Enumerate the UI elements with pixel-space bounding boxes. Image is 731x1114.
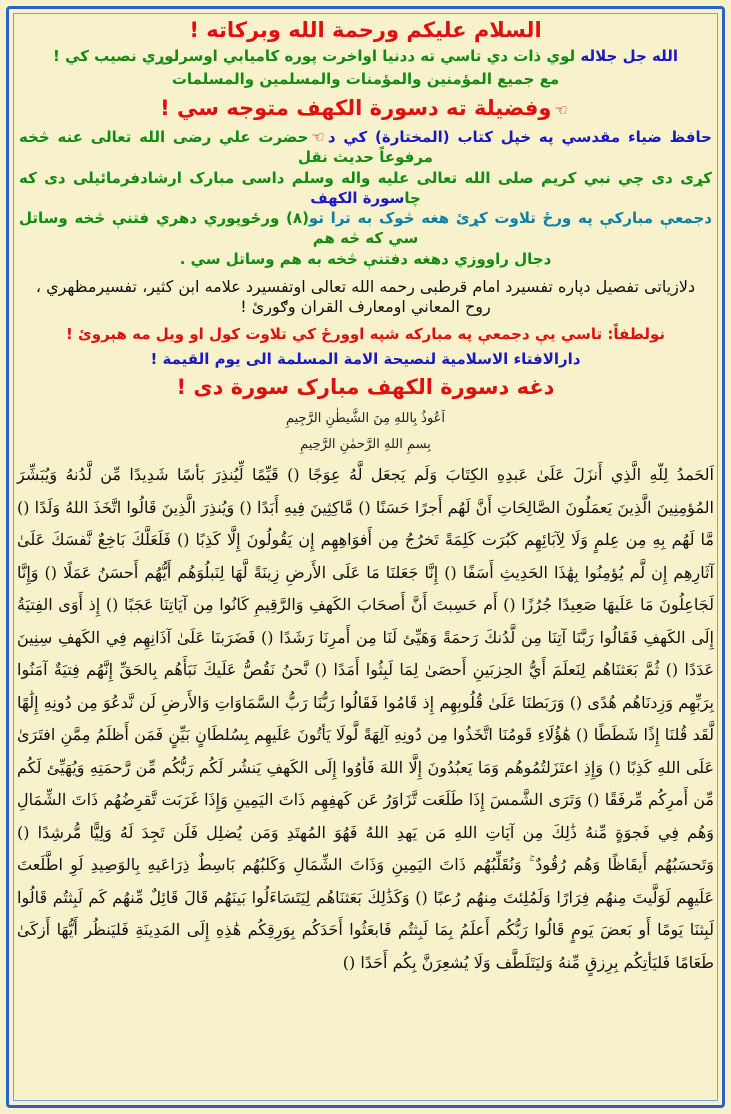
blessing-text: لوي ذات دي تاسي ته ددنیا اواخرت پوره کامیابي اوسرلوړي نصیب کي ! — [53, 47, 576, 66]
dua-line: مع جمیع المؤمنین والمؤمنات والمسلمین والمسلمات — [171, 70, 560, 88]
verse: نَّحنُ نَقُصُّ عَلَيكَ نَبَأَهُم بِالحَقِّ إِنَّهُم فِتيَةٌ آمَنُوا بِرَبِّهِم وَزِدنَاهُم هُدًى () — [17, 660, 715, 712]
inner-border — [13, 13, 718, 1101]
pointing-hand-icon: ☜ — [554, 100, 568, 119]
references-line-1: دلازیاتی تفصیل دپاره تفسیرد امام قرطبی رحمه الله تعالی اوتفسیرد علامه ابن کثیر، تفسیرمظهري ، — [35, 276, 696, 296]
verse: هَٰؤُلَاءِ قَومُنَا اتَّخَذُوا مِن دُونِهِ آلِهَةً لَّولَا يَأتُونَ عَلَيهِم بِسُلطَانٍ بَيِّنٍ فَمَن أَظلَمُ مِمَّنِ افتَرَىٰ عَلَى اللهِ كَذِبًا () — [17, 725, 715, 777]
greeting: السلام علیکم ورحمة الله وبرکاته ! — [189, 18, 542, 42]
verse: مَّا لَهُم بِهِ مِن عِلمٍ وَلَا لِآبَائِهِم كَبُرَت كَلِمَةً تَخرُجُ مِن أَفوَاهِهِم إِن يَقُولُونَ إِلَّا كَذِبًا () — [170, 530, 715, 549]
hadith-line-2: کړی دی چي نبي کریم صلی الله تعالی علیه واله وسلم داسی مبارک ارشادفرمائیلی دی که چاسورة الکهف — [19, 168, 712, 207]
hadith-line-1: حافظ ضیاء مقدسي په خپل کتاب (المختارة) کي د☜حضرت علي رضی الله تعالی عنه څخه مرفوعاً حدیث نقل — [19, 128, 712, 167]
verse: إِنَّا جَعَلنَا مَا عَلَى الأَرضِ زِينَةً لَّهَا لِنَبلُوَهُم أَيُّهُم أَحسَنُ عَمَلًا () — [38, 562, 439, 582]
blessing-allah: الله جل جلاله — [580, 47, 678, 66]
hadith-line-4: دجال راووزي دهغه دفتنې څخه به هم وساتل سي . — [179, 249, 552, 268]
verse: وَتَرَى الشَّمسَ إِذَا طَلَعَت تَّزَاوَرُ عَن كَهفِهِم ذَاتَ اليَمِينِ وَإِذَا غَرَبَت تَّقرِضُهُم ذَاتَ الشِّمَالِ وَهُم فِي فَجوَةٍ مِّنهُ ذَٰلِكَ مِن آيَاتِ اللهِ مَن يَهدِ اللهُ فَهُوَ المُهتَدِ وَمَن يُضلِل فَلَن تَجِدَ لَهُ وَلِيًّا مُّرشِدًا () — [17, 790, 714, 842]
verse: أَم حَسِبتَ أَنَّ أَصحَابَ الكَهفِ وَالرَّقِيمِ كَانُوا مِن آيَاتِنَا عَجَبًا () — [100, 595, 498, 614]
verse: وَإِنَّا لَجَاعِلُونَ مَا عَلَيهَا صَعِيدًا جُرُزًا () — [17, 562, 715, 614]
verse: إِذ أَوَى الفِتيَةُ إِلَى الكَهفِ فَقَالُوا رَبَّنَا آتِنَا مِن لَّدُنكَ رَحمَةً وَهَيِّئ لَنَا مِن أَمرِنَا رَشَدًا () — [17, 595, 714, 647]
verse: فَلَعَلَّكَ بَاخِعٌ نَّفسَكَ عَلَىٰ آثَارِهِم إِن لَّم يُؤمِنُوا بِهَٰذَا الحَدِيثِ أَسَفًا () — [17, 530, 714, 582]
basmala: بِسمِ اللهِ الرَّحمٰنِ الرَّحِیمِ — [300, 436, 431, 452]
note-text: تاسي يې دجمعې په مبارکه شپه اوورځ کي تلاوت کول او ویل مه هېروئ ! — [65, 324, 603, 343]
references-line-2: روح المعاني اومعارف القران وګورئ ! — [240, 296, 491, 316]
verse: قَيِّمًا لِّيُنذِرَ بَأسًا شَدِيدًا مِّن لَّدُنهُ وَيُبَشِّرَ المُؤمِنِينَ الَّذِينَ يَعمَلُونَ الصَّالِحَاتِ أَنَّ لَهُم أَجرًا حَسَنًا () — [17, 465, 714, 517]
document-frame — [6, 6, 725, 1108]
verse: فَضَرَبنَا عَلَىٰ آذَانِهِم فِي الكَهفِ سِنِينَ عَدَدًا () — [17, 627, 715, 679]
verse: ثُمَّ بَعَثنَاهُم لِنَعلَمَ أَيُّ الحِزبَينِ أَحصَىٰ لِمَا لَبِثُوا أَمَدًا () — [308, 660, 660, 679]
verse: وَإِذِ اعتَزَلتُمُوهُم وَمَا يَعبُدُونَ إِلَّا اللهَ فَأوُوا إِلَى الكَهفِ يَنشُر لَكُم رَبُّكُم مِّن رَّحمَتِهِ وَيُهَيِّئ لَكُم مِّن أَمرِكُم مِّرفَقًا () — [17, 757, 715, 809]
verse: مَّاكِثِينَ فِيهِ أَبَدًا () — [234, 497, 354, 517]
source-line: دارالافتاء الاسلامیة لنصیحة الامة المسلمة الی یوم القیمة ! — [150, 349, 581, 368]
section-title: ☜وفضیلة ته دسورة الکهف متوجه سي ! — [160, 95, 568, 120]
taawwudh: اَعُوذُ بِاللهِ مِنَ الشَّیطٰنِ الرَّجِیمِ — [285, 410, 446, 426]
verse: اَلحَمدُ لِلّهِ الَّذِي أَنزَلَ عَلَىٰ عَبدِهِ الكِتَابَ وَلَم يَجعَل لَّهُ عِوَجًا () — [278, 465, 715, 484]
verse: وَكَذَٰلِكَ بَعَثنَاهُم لِيَتَسَاءَلُوا بَينَهُم قَالَ قَائِلٌ مِّنهُم كَم لَبِثتُم قَالُوا لَبِثنَا يَومًا أَو بَعضَ يَومٍ قَالُوا رَبُّكُم أَعلَمُ بِمَا لَبِثتُم فَابعَثُوا أَحَدَكُم بِوَرِقِكُم هَٰذِهِ إِلَى المَدِينَةِ فَليَنظُر أَيُّهَا أَزكَىٰ طَعَامًا فَليَأتِكُم بِرِزقٍ مِّنهُ وَليَتَلَطَّف وَلَا يُشعِرَنَّ بِكُم أَحَدًا () — [17, 887, 715, 972]
surah-title: دغه دسورة الکهف مبارک سورة دی ! — [176, 375, 555, 400]
note-label: نولطفاً: — [607, 324, 666, 343]
hadith-line-3: دجمعې مبارکې په ورځ تلاوت کړئ هغه څوک به ترا تو(۸) ورځوپوري دهري فتنې څخه وساتل سي که څه هم — [19, 209, 712, 248]
verse: وَيُنذِرَ الَّذِينَ قَالُوا اتَّخَذَ اللهُ وَلَدًا () — [17, 497, 235, 517]
verse: وَرَبَطنَا عَلَىٰ قُلُوبِهِم إِذ قَامُوا فَقَالُوا رَبُّنَا رَبُّ السَّمَاوَاتِ وَالأَرضِ لَن نَّدعُوَ مِن دُونِهِ إِلَٰهًا لَّقَد قُلنَا إِذًا شَطَطًا () — [17, 692, 714, 744]
pointing-hand-icon: ☜ — [311, 128, 325, 146]
verse: وَتَحسَبُهُم أَيقَاظًا وَهُم رُقُودٌ ۚ وَنُقَلِّبُهُم ذَاتَ اليَمِينِ وَذَاتَ الشِّمَالِ وَكَلبُهُم بَاسِطٌ ذِرَاعَيهِ بِالوَصِيدِ لَوِ اطَّلَعتَ عَلَيهِم لَوَلَّيتَ مِنهُم فِرَارًا وَلَمُلِئتَ مِنهُم رُعبًا () — [17, 855, 715, 907]
